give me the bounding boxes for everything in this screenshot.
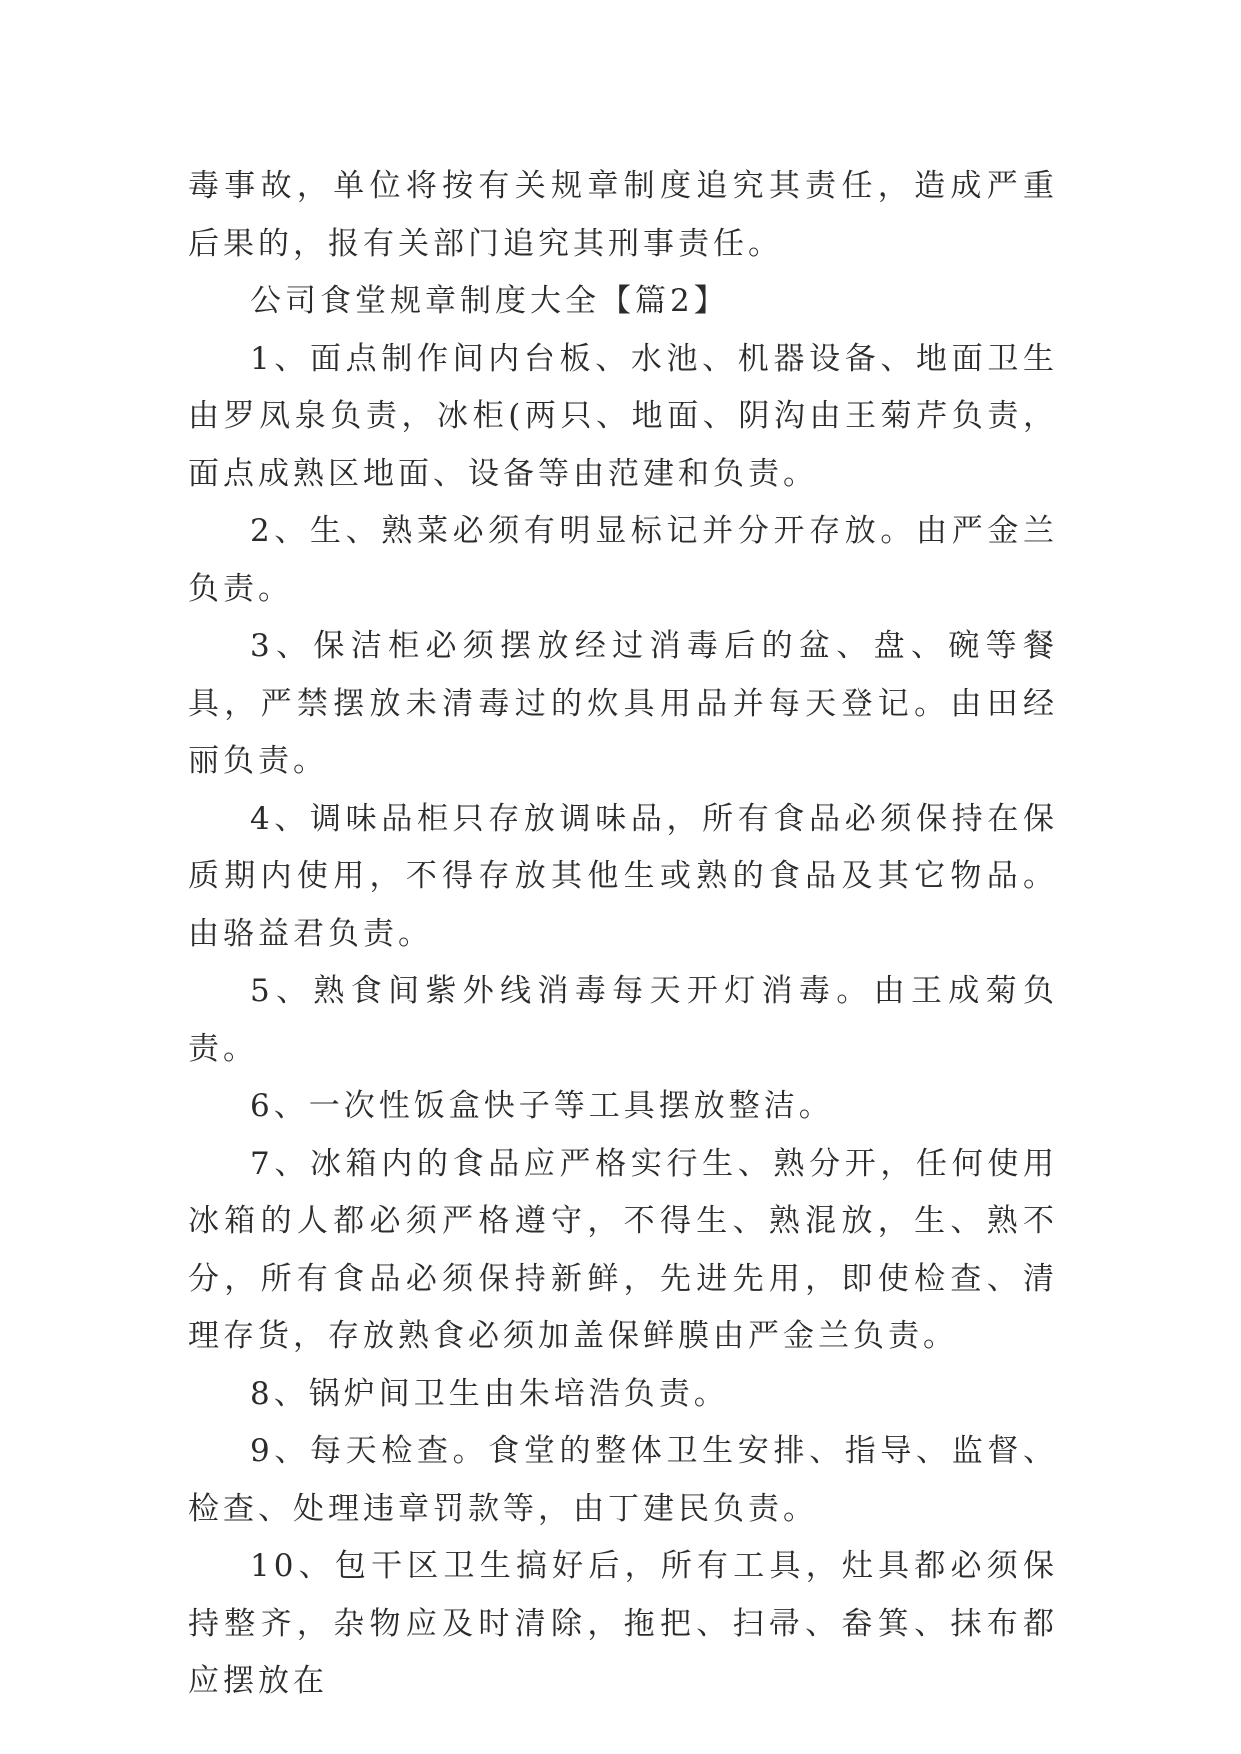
document-body	[188, 158, 1058, 1711]
section-heading: 公司食堂规章制度大全【篇2】	[250, 283, 729, 319]
paragraph-item-2: 2、生、熟菜必须有明显标记并分开存放。由严金兰负责。	[188, 513, 1058, 607]
paragraph-item-6: 6、一次性饭盒快子等工具摆放整洁。	[250, 1088, 834, 1124]
paragraph-item-4: 4、调味品柜只存放调味品，所有食品必须保持在保质期内使用，不得存放其他生或熟的食品及其它物品。由骆益君负责。	[188, 800, 1058, 952]
paragraph-item-8: 8、锅炉间卫生由朱培浩负责。	[250, 1375, 729, 1412]
paragraph-item-3: 3、保洁柜必须摆放经过消毒后的盆、盘、碗等餐具，严禁摆放未清毒过的炊具用品并每天登记。由田经丽负责。	[188, 628, 1058, 779]
paragraph-continuation: 毒事故，单位将按有关规章制度追究其责任，造成严重后果的，报有关部门追究其刑事责任。	[188, 168, 1058, 262]
paragraph-item-10: 10、包干区卫生搞好后，所有工具，灶具都必须保持整齐，杂物应及时清除，拖把、扫帚、畚箕、抹布都应摆放在	[188, 1548, 1058, 1699]
paragraph-item-1: 1、面点制作间内台板、水池、机器设备、地面卫生由罗凤泉负责，冰柜(两只、地面、阴沟由王菊芹负责，面点成熟区地面、设备等由范建和负责。	[188, 340, 1058, 492]
paragraph-item-7: 7、冰箱内的食品应严格实行生、熟分开，任何使用冰箱的人都必须严格遵守，不得生、熟混放，生、熟不分，所有食品必须保持新鲜，先进先用，即使检查、清理存货，存放熟食必须加盖保鲜膜由严金兰负责。	[188, 1145, 1058, 1354]
paragraph-item-9: 9、每天检查。食堂的整体卫生安排、指导、监督、检查、处理违章罚款等，由丁建民负责。	[188, 1433, 1058, 1527]
paragraph-item-5: 5、熟食间紫外线消毒每天开灯消毒。由王成菊负责。	[188, 973, 1058, 1067]
